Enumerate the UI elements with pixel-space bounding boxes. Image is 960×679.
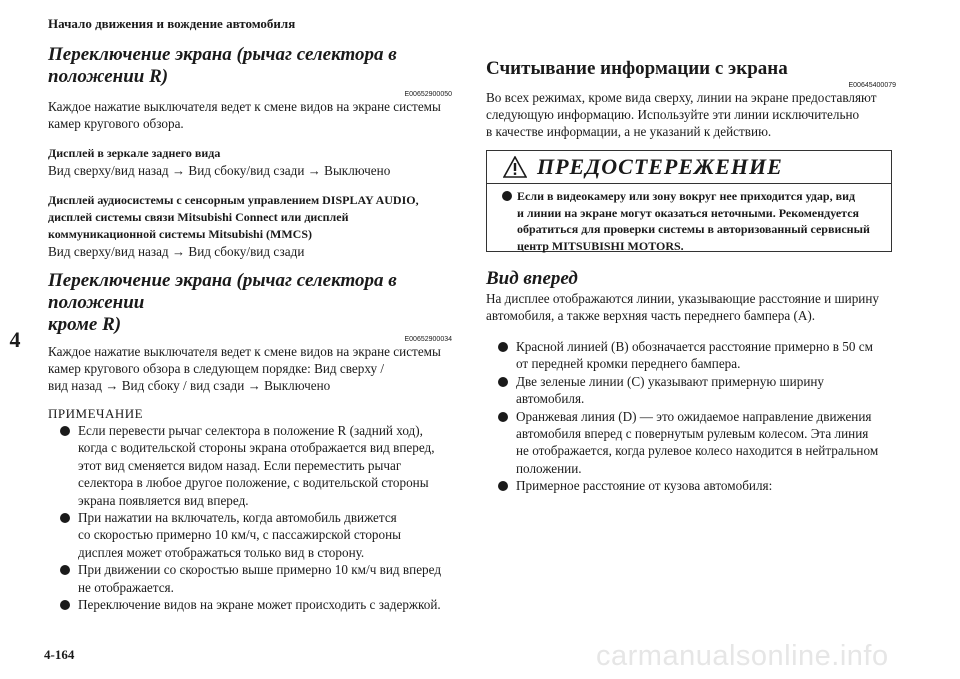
warning-title: ПРЕДОСТЕРЕЖЕНИЕ [537, 154, 783, 179]
bullet-list [486, 338, 896, 495]
section-code: E00652900050 [404, 91, 452, 98]
paragraph-line: Каждое нажатие выключателя ведет к смене видов на экране системы [48, 99, 441, 114]
note-title: ПРИМЕЧАНИЕ [48, 406, 144, 421]
note-item: При движении со скоростью выше примерно 10 км/ч вид вперед не отображается. [48, 561, 452, 596]
subheading-line: Дисплей аудиосистемы с сенсорным управлением DISPLAY AUDIO, [48, 193, 419, 207]
section-title: Вид вперед [486, 268, 578, 289]
paragraph-line: вид назад → Вид сбоку / вид сзади → Выключено [48, 378, 331, 393]
list-item: Две зеленые линии (C) указывают примерную ширину автомобиля. [486, 373, 896, 408]
running-header: Начало движения и вождение автомобиля [48, 16, 296, 31]
left-column [48, 44, 452, 613]
section-code: E00652900034 [404, 336, 452, 343]
paragraph-line: Вид сверху/вид назад → Вид сбоку/вид сзади [48, 244, 305, 259]
section-title: Считывание информации с экрана [486, 58, 788, 79]
paragraph-line: камер кругового обзора в следующем порядке: Вид сверху / [48, 361, 385, 376]
watermark: carmanualsonline.info [596, 640, 889, 672]
paragraph-line: Во всех режимах, кроме вида сверху, линии на экране предоставляют [486, 90, 877, 105]
chapter-tab: 4 [9, 327, 21, 352]
paragraph-line: автомобиля, а также верхняя часть переднего бампера (A). [486, 308, 816, 323]
warning-box [486, 150, 892, 252]
note-item: При нажатии на включатель, когда автомобиль движется со скоростью примерно 10 км/ч, с пассажирской стороны дисплея может отображаться только вид в сторону. [48, 509, 452, 561]
bullet-icon [60, 600, 70, 610]
section-title: Переключение экрана (рычаг селектора в положении R) [48, 44, 397, 87]
paragraph-line: Вид сверху/вид назад → Вид сбоку/вид сзади → Выключено [48, 163, 391, 178]
right-column [486, 58, 896, 140]
bullet-icon [502, 191, 512, 201]
subheading-line: дисплей системы связи Mitsubishi Connect или дисплей [48, 210, 349, 224]
note-item: Переключение видов на экране может происходить с задержкой. [48, 596, 452, 613]
bullet-icon [498, 481, 508, 491]
paragraph-line: следующую информацию. Используйте эти линии исключительно [486, 107, 860, 122]
bullet-icon [60, 513, 70, 523]
warning-header [487, 151, 891, 184]
bullet-icon [498, 342, 508, 352]
subheading-line: коммуникационной системы Mitsubishi (MMCS) [48, 227, 313, 241]
bullet-icon [60, 426, 70, 436]
section-title-line: Переключение экрана (рычаг селектора в положении [48, 270, 397, 313]
paragraph-line: в качестве информации, а не указаний к действию. [486, 124, 772, 139]
list-item: Примерное расстояние от кузова автомобиля: [486, 477, 896, 494]
warning-triangle-icon [503, 156, 527, 178]
note-item: Если перевести рычаг селектора в положение R (задний ход), когда с водительской стороны экрана отображается вид вперед, этот вид сменяется видом назад. Если переместить рычаг селектора в любое другое положение, с водительской стороны экрана появляется вид вперед. [48, 422, 452, 509]
list-item: Красной линией (B) обозначается расстояние примерно в 50 см от передней кромки переднего бампера. [486, 338, 896, 373]
bullet-icon [498, 412, 508, 422]
page-number: 4-164 [44, 647, 75, 662]
list-item: Оранжевая линия (D) — это ожидаемое направление движения автомобиля вперед с повернутым рулевым колесом. Эта линия не отображается, когда рулевое колесо находится в нейтральном положении. [486, 408, 896, 478]
right-column-lower [486, 268, 896, 495]
note-list [48, 422, 452, 613]
bullet-icon [498, 377, 508, 387]
paragraph-line: камер кругового обзора. [48, 116, 184, 131]
warning-text: Если в видеокамеру или зону вокруг нее приходится удар, вид и линии на экране могут оказаться неточными. Рекомендуется обратиться для проверки системы в авторизованный сервисный центр MITSUBISHI MOTORS. [487, 184, 891, 254]
paragraph-line: На дисплее отображаются линии, указывающие расстояние и ширину [486, 291, 880, 306]
section-code: E00645400079 [848, 82, 896, 89]
paragraph-line: Каждое нажатие выключателя ведет к смене видов на экране системы [48, 344, 441, 359]
section-title-line: кроме R) [48, 314, 122, 335]
subheading: Дисплей в зеркале заднего вида [48, 146, 221, 160]
bullet-icon [60, 565, 70, 575]
